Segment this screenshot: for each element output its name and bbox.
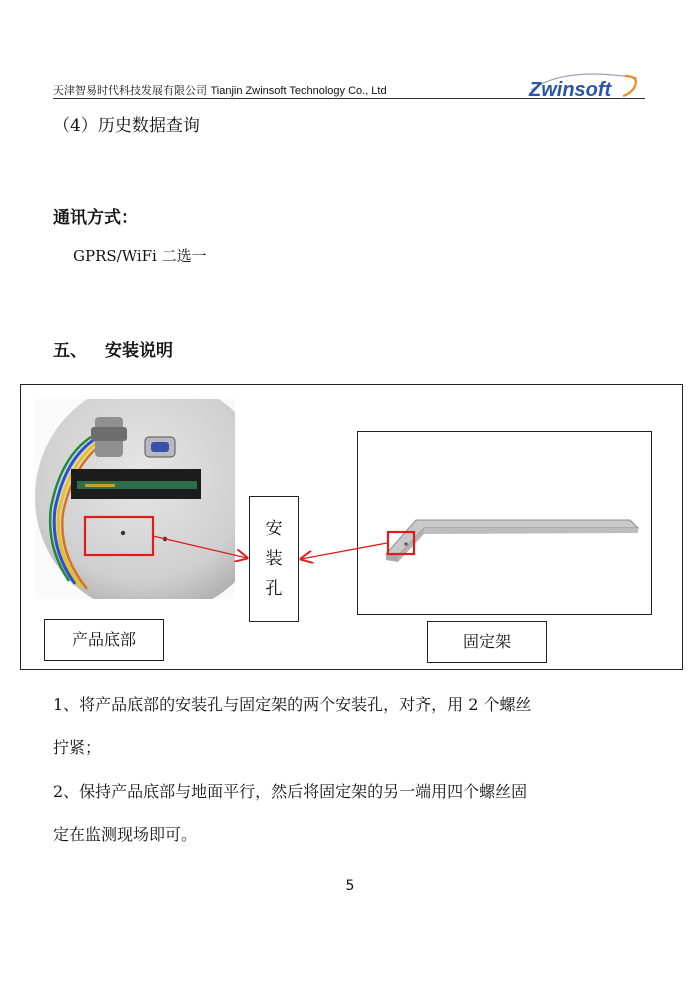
product-bottom-label: 产品底部: [44, 619, 164, 661]
bracket-label: 固定架: [427, 621, 547, 663]
section-5-heading: [53, 336, 173, 361]
page-header: [53, 70, 645, 100]
mount-hole-char-2: 装: [265, 549, 283, 569]
history-query-item: （4）历史数据查询: [53, 116, 200, 136]
company-name-cn: 天津智易时代科技发展有限公司: [53, 84, 207, 97]
communication-heading: 通讯方式：: [53, 208, 138, 228]
bracket-photo: [358, 432, 650, 613]
company-name-en: Tianjin Zwinsoft Technology Co., Ltd: [210, 85, 387, 97]
logo-wordmark: Zwinsoft: [529, 79, 612, 100]
mount-hole-char-3: 孔: [265, 579, 283, 599]
mount-hole-label: [249, 496, 299, 622]
header-rule: [53, 98, 645, 99]
product-bottom-photo: [35, 399, 235, 599]
zwinsoft-logo: [525, 70, 643, 100]
communication-value: GPRS/WiFi 二选一: [73, 247, 207, 265]
instruction-step-2: [53, 774, 653, 852]
section-title: 安装说明: [105, 341, 173, 361]
step-2-line-1: 2、保持产品底部与地面平行，然后将固定架的另一端用四个螺丝固: [53, 782, 528, 801]
step-2-line-2: 定在监测现场即可。: [53, 825, 198, 844]
page-number: 5: [345, 878, 355, 894]
instruction-step-1: [53, 687, 653, 765]
bracket-photo-frame: [357, 431, 652, 615]
step-1-line-1: 1、将产品底部的安装孔与固定架的两个安装孔，对齐，用 2 个螺丝: [53, 695, 532, 714]
section-number: 五、: [53, 341, 87, 361]
header-company-name: [53, 82, 387, 98]
mount-hole-char-1: 安: [265, 519, 283, 539]
step-1-line-2: 拧紧；: [53, 738, 102, 757]
installation-figure: [20, 384, 683, 670]
